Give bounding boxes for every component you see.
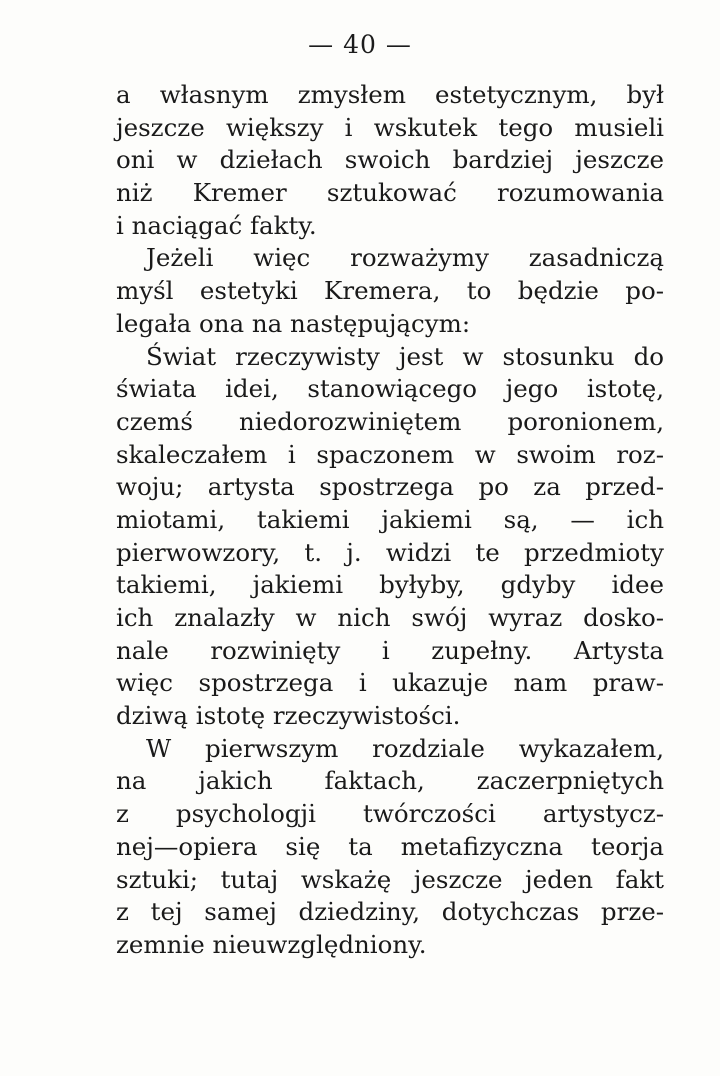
text-line: takiemi, jakiemi byłyby, gdyby idee: [116, 570, 664, 600]
text-line: a własnym zmysłem estetycznym, był: [116, 80, 664, 109]
text-line: z tej samej dziedziny, dotychczas prze-: [116, 897, 664, 927]
text-line: oni w dziełach swoich bardziej jeszcze: [116, 145, 664, 175]
text-line: niż Kremer sztukować rozumowania: [116, 178, 664, 208]
text-line: sztuki; tutaj wskażę jeszcze jeden fakt: [116, 864, 664, 894]
text-line: miotami, takiemi jakiemi są, — ich: [116, 504, 664, 534]
text-line: i naciągać fakty.: [116, 210, 317, 240]
text-line: Świat rzeczywisty jest w stosunku do: [146, 341, 664, 371]
text-line: myśl estetyki Kremera, to będzie po-: [116, 276, 664, 306]
text-line: legała ona na następującym:: [116, 308, 471, 338]
text-line: pierwowzory, t. j. widzi te przedmioty: [116, 537, 664, 567]
text-line: woju; artysta spostrzega po za przed-: [116, 472, 664, 502]
text-line: dziwą istotę rzeczywistości.: [116, 701, 461, 731]
text-line: ich znalazły w nich swój wyraz dosko-: [116, 603, 664, 632]
text-line: czemś niedorozwiniętem poronionem,: [116, 406, 664, 436]
text-line: więc spostrzega i ukazuje nam praw-: [116, 668, 664, 698]
body-text: [116, 79, 664, 962]
text-line: nale rozwinięty i zupełny. Artysta: [116, 635, 664, 665]
text-line: świata idei, stanowiącego jego istotę,: [116, 374, 664, 404]
text-line: skaleczałem i spaczonem w swoim roz-: [116, 439, 664, 469]
text-line: zemnie nieuwzględniony.: [116, 929, 427, 959]
text-line: W pierwszym rozdziale wykazałem,: [146, 733, 664, 763]
text-line: na jakich faktach, zaczerpniętych: [116, 766, 664, 796]
text-line: Jeżeli więc rozważymy zasadniczą: [146, 243, 664, 273]
text-line: nej—opiera się ta metafizyczna teorja: [116, 831, 664, 861]
page-number: — 40 —: [308, 30, 412, 59]
text-line: z psychologji twórczości artystycz-: [116, 799, 664, 829]
text-line: jeszcze większy i wskutek tego musieli: [116, 112, 664, 142]
